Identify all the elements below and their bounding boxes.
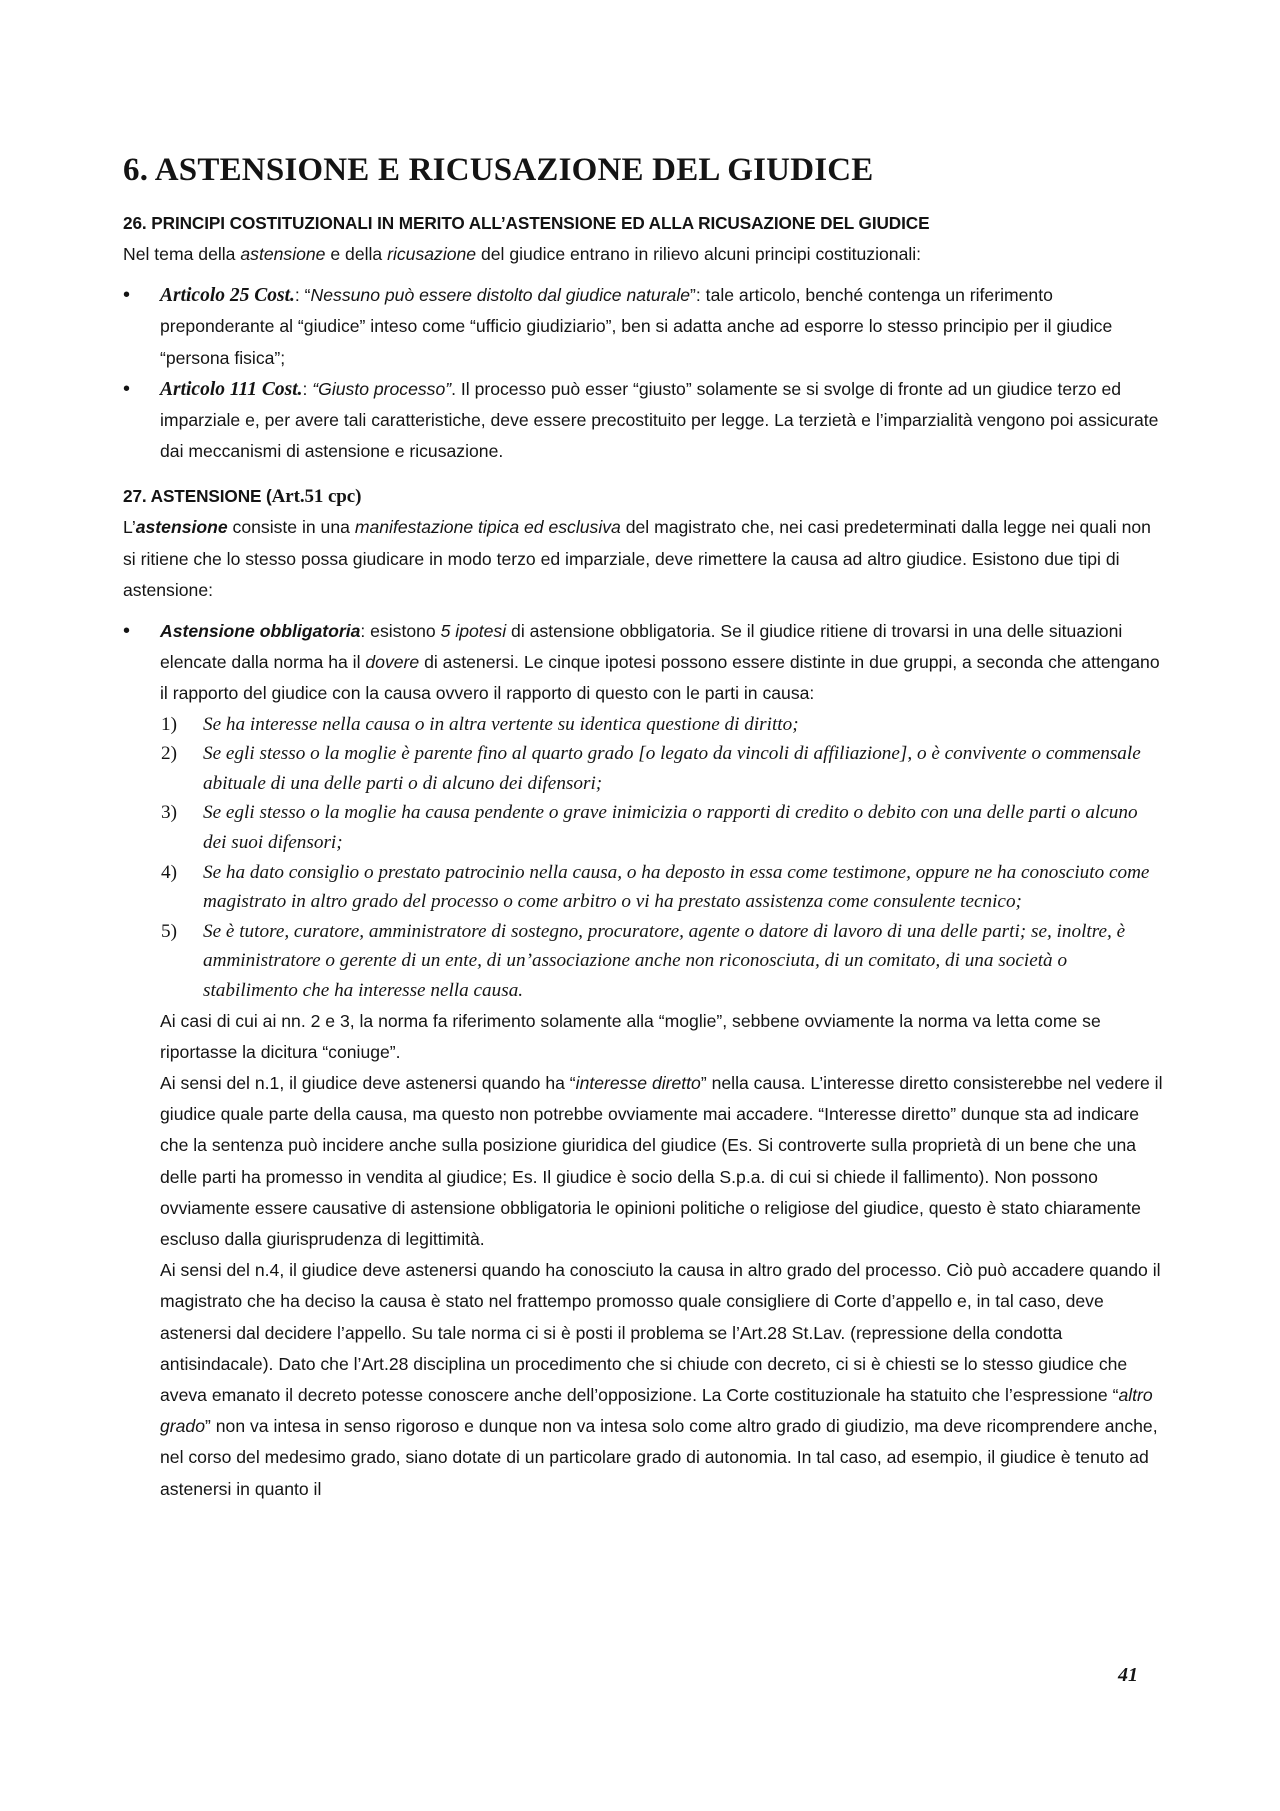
hypothesis-text: Se ha interesse nella causa o in altra vertente su identica questione di diritto; [203,713,799,735]
type-text-emph: 5 ipotesi [440,621,507,642]
bullet-icon: • [123,620,131,643]
hypothesis-number: 5) [161,920,177,942]
list-item-astensione-obbligatoria [123,616,1163,710]
hypotheses-list [123,710,1163,1006]
hypothesis-number: 2) [161,743,177,765]
hypothesis-text: Se è tutore, curatore, amministratore di sostegno, procuratore, agente o datore di lavoro di una delle parti; se, inoltre, è amministratore o gerente di un ente, di un’associazione anche non riconosciuta, di un comitato, di una società o stabilimento che ha interesse nella causa. [203,920,1126,1001]
hypothesis-number: 3) [161,802,177,824]
paragraph-text: Ai sensi del n.1, il giudice deve astenersi quando ha “ [160,1072,576,1093]
hypothesis-item [123,917,1163,1006]
separator: : “ [294,285,311,306]
intro-term-manifestazione: manifestazione tipica ed esclusiva [354,517,621,538]
type-text: : esistono [360,621,441,642]
section-27-intro [123,512,1163,606]
hypothesis-item [123,739,1163,798]
paragraph-moglie: Ai casi di cui ai nn. 2 e 3, la norma fa riferimento solamente alla “moglie”, sebbene ovviamente la norma va letta come se riportasse la dicitura “coniuge”. [160,1010,1101,1062]
astensione-types-list [123,616,1163,710]
paragraph-altro-grado [123,1255,1163,1505]
separator: : [302,378,313,399]
document-page [123,152,1163,1505]
intro-term-astensione: astensione [240,244,326,264]
section-27-title-ref: Art.51 cpc) [271,486,362,508]
hypothesis-number: 4) [161,861,177,883]
intro-term-ricusazione: ricusazione [387,244,477,264]
section-26-intro [123,239,1163,270]
hypothesis-text: Se ha dato consiglio o prestato patrocinio nella causa, o ha deposto in essa come testimone, oppure ne ha conosciuto come magistrato in altro grado del processo o come arbitro o vi ha prestato assistenza come consulente tecnico; [203,861,1150,913]
intro-text: del giudice entrano in rilievo alcuni principi costituzionali: [476,244,922,264]
section-26-title: 26. PRINCIPI COSTITUZIONALI IN MERITO ALL’ASTENSIONE ED ALLA RICUSAZIONE DEL GIUDICE [123,213,930,233]
hypothesis-text: Se egli stesso o la moglie ha causa pendente o grave inimicizia o rapporti di credito o debito con una delle parti o alcuno dei suoi difensori; [203,802,1138,854]
article-label: Articolo 111 Cost. [160,378,303,400]
type-text: di astensione obbligatoria. Se il giudice ritiene di trovarsi in una delle situazioni elencate dalla norma ha il [160,621,1123,673]
paragraph-text: ” nella causa. L’interesse diretto consisterebbe nel vedere il giudice quale parte della causa, ma questo non potrebbe ovviamente mai accadere. “Interesse diretto” dunque sta ad indicare che la sentenza può incidere anche sulla posizione giuridica del giudice (Es. Si controverte sulla proprietà di un bene che una delle parti ha promesso in vendita al giudice; Es. Il giudice è socio della S.p.a. di cui si chiede il fallimento). Non possono ovviamente essere causative di astensione obbligatoria le opinioni politiche o religiose del giudice, questo è stato chiaramente escluso dalla giurisprudenza di legittimità. [160,1072,1163,1249]
hypothesis-number: 1) [161,713,177,735]
list-item-art25 [123,280,1163,374]
intro-text: L’ [123,517,136,538]
paragraph-text: ” non va intesa in senso rigoroso e dunque non va intesa solo come altro grado di giudizio, ma deve ricomprendere anche, nel corso del medesimo grado, siano dotate di un particolare grado di autonomia. In tal caso, ad esempio, il giudice è tenuto ad astenersi in quanto il [160,1416,1158,1499]
article-quote: “Giusto processo” [312,378,452,399]
constitutional-principles-list [123,280,1163,467]
hypothesis-item [123,858,1163,917]
bullet-icon: • [123,284,131,307]
article-text: . Il processo può esser “giusto” solamente se si svolge di fronte ad un giudice terzo ed imparziale e, per avere tali caratteristiche, deve essere precostituito per legge. La terzietà e l’imparzialità vengono poi assicurate dai meccanismi di astensione e ricusazione. [160,378,1159,462]
paragraph-term: interesse diretto [575,1072,701,1093]
article-quote: Nessuno può essere distolto dal giudice naturale [310,285,691,306]
list-item-art111 [123,374,1163,468]
section-27-title-text: 27. ASTENSIONE ( [123,486,272,507]
type-text-emph: dovere [365,652,420,673]
type-text: di astenersi. Le cinque ipotesi possono essere distinte in due gruppi, a seconda che attengano il rapporto del giudice con la causa ovvero il rapporto di questo con le parti in causa: [160,652,1160,704]
paragraph-interesse-diretto [123,1068,1163,1255]
intro-text: del magistrato che, nei casi predeterminati dalla legge nei quali non si ritiene che lo stesso possa giudicare in modo terzo ed imparziale, deve rimettere la causa ad altro giudice. Esistono due tipi di astensione: [123,517,1151,600]
page-number: 41 [1118,1664,1138,1686]
paragraph-text: Ai sensi del n.4, il giudice deve astenersi quando ha conosciuto la causa in altro grado del processo. Ciò può accadere quando il magistrato che ha deciso la causa è stato nel frattempo promosso quale consigliere di Corte d’appello e, in tal caso, deve astenersi dal decidere l’appello. Su tale norma ci si è posti il problema se l’Art.28 St.Lav. (repressione della condotta antisindacale). Dato che l’Art.28 disciplina un procedimento che si chiude con decreto, ci si è chiesti se lo stesso giudice che aveva emanato il decreto potesse conoscere anche dell’opposizione. La Corte costituzionale ha statuito che l’espressione “ [160,1260,1161,1406]
intro-term-astensione: astensione [135,517,228,538]
paragraph-term: altro grado [160,1385,1153,1437]
intro-text: e della [325,244,388,264]
hypothesis-item [123,798,1163,857]
hypothesis-item [123,710,1163,740]
hypothesis-text: Se egli stesso o la moglie è parente fino al quarto grado [o legato da vincoli di affiliazione], o è convivente o commensale abituale di una delle parti o di alcuno dei difensori; [203,743,1141,794]
article-label: Articolo 25 Cost. [160,285,295,307]
bullet-icon: • [123,377,131,400]
chapter-title: 6. ASTENSIONE E RICUSAZIONE DEL GIUDICE [123,152,874,188]
type-label: Astensione obbligatoria [160,621,361,642]
intro-text: consiste in una [227,517,355,538]
intro-text: Nel tema della [123,244,241,264]
article-text: ”: tale articolo, benché contenga un riferimento preponderante al “giudice” inteso come “ufficio giudiziario”, ben si adatta anche ad esporre lo stesso principio per il giudice “persona fisica”; [160,285,1113,368]
section-27-title [123,481,1163,512]
